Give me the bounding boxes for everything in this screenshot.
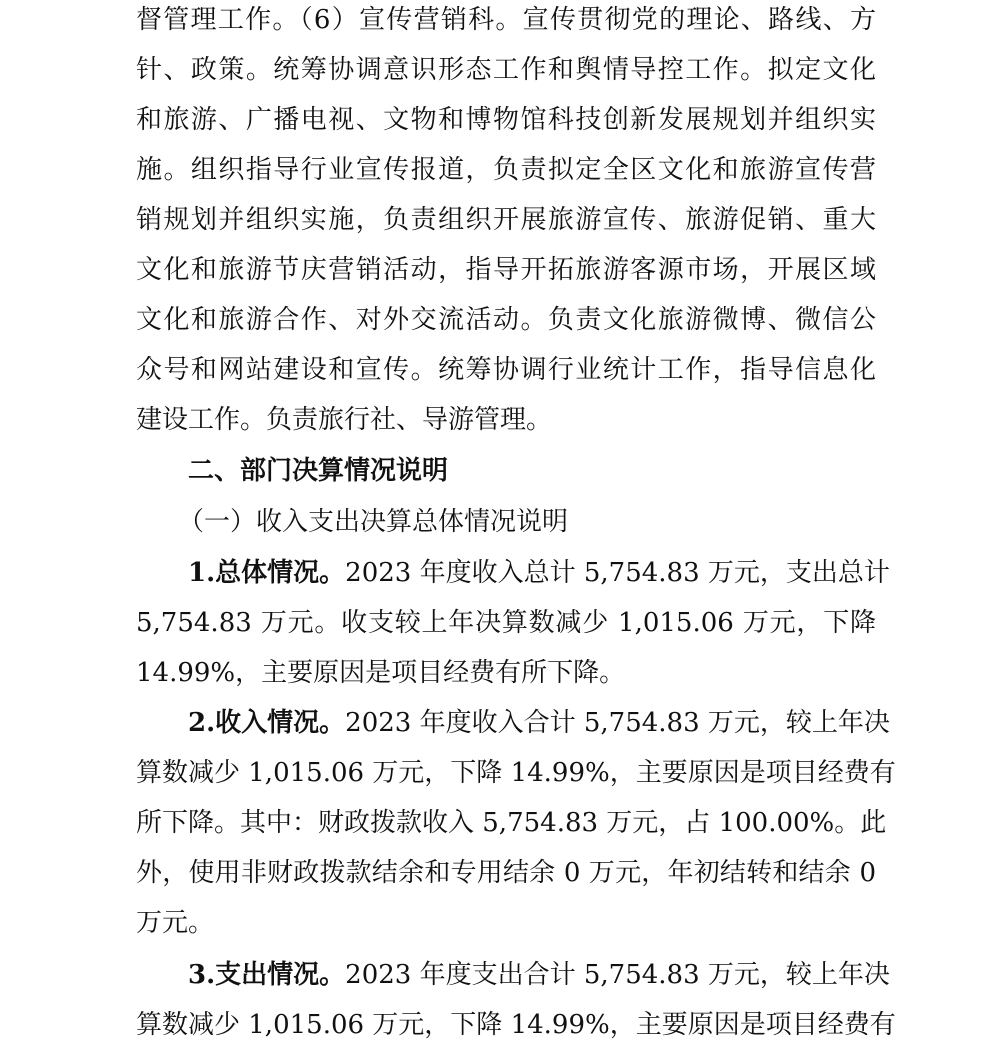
- item-1-label: 1.总体情况。: [188, 558, 346, 588]
- body-text-line: 算数减少 1,015.06 万元，下降 14.99%，主要原因是项目经费有: [136, 758, 896, 788]
- item-2-first-line: [188, 698, 890, 748]
- body-text-line: 算数减少 1,015.06 万元，下降 14.99%，主要原因是项目经费有: [136, 1010, 896, 1040]
- body-text-line: 万元。: [136, 908, 215, 938]
- body-text-line: 14.99%，主要原因是项目经费有所下降。: [136, 658, 626, 688]
- body-text-line: 建设工作。负责旅行社、导游管理。: [136, 405, 553, 435]
- item-3-first-line: [188, 950, 890, 1000]
- subsection-heading: （一）收入支出决算总体情况说明: [178, 507, 569, 537]
- body-text-line: 销规划并组织实施，负责组织开展旅游宣传、旅游促销、重大: [136, 205, 876, 235]
- section-heading: 二、部门决算情况说明: [188, 456, 449, 486]
- body-text-line: 施。组织指导行业宣传报道，负责拟定全区文化和旅游宣传营: [136, 155, 876, 185]
- item-3-text: 2023 年度支出合计 5,754.83 万元，较上年决: [345, 960, 890, 990]
- body-text-line: 针、政策。统筹协调意识形态工作和舆情导控工作。拟定文化: [136, 55, 876, 85]
- item-2-label: 2.收入情况。: [188, 708, 346, 738]
- item-3-label: 3.支出情况。: [188, 960, 346, 990]
- body-text-line: 5,754.83 万元。收支较上年决算数减少 1,015.06 万元，下降: [136, 608, 876, 638]
- body-text-line: 所下降。其中：财政拨款收入 5,754.83 万元，占 100.00%。此: [136, 808, 887, 838]
- body-text-line: 和旅游、广播电视、文物和博物馆科技创新发展规划并组织实: [136, 105, 876, 135]
- item-1-text: 2023 年度收入总计 5,754.83 万元，支出总计: [345, 558, 890, 588]
- body-text-line: 文化和旅游节庆营销活动，指导开拓旅游客源市场，开展区域: [136, 255, 876, 285]
- body-text-line: 众号和网站建设和宣传。统筹协调行业统计工作，指导信息化: [136, 355, 876, 385]
- body-text-line: 文化和旅游合作、对外交流活动。负责文化旅游微博、微信公: [136, 305, 876, 335]
- item-2-text: 2023 年度收入合计 5,754.83 万元，较上年决: [345, 708, 890, 738]
- body-text-line: 外，使用非财政拨款结余和专用结余 0 万元，年初结转和结余 0: [136, 858, 876, 888]
- body-text-line: 督管理工作。（6）宣传营销科。宣传贯彻党的理论、路线、方: [136, 5, 876, 35]
- item-1-first-line: [188, 548, 890, 598]
